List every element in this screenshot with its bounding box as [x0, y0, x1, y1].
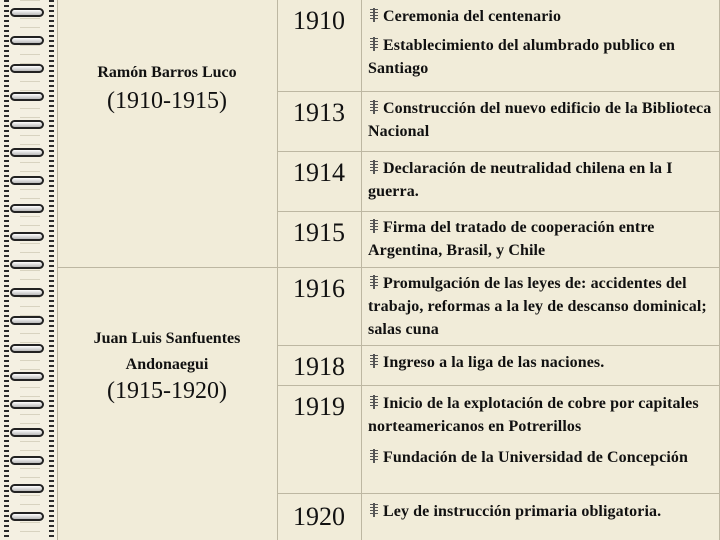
president-period: (1910-1915)	[107, 88, 227, 114]
year-label: 1919	[293, 392, 345, 421]
binding-ring	[10, 456, 44, 465]
binding-ring	[10, 148, 44, 157]
event-item: Ceremonia del centenario	[368, 5, 718, 28]
president-name: Ramón Barros Luco	[97, 64, 237, 81]
binding-ring	[10, 288, 44, 297]
event-item: Firma del tratado de cooperación entre Argentina, Brasil, y Chile	[368, 219, 655, 259]
president-name: Juan Luis Sanfuentes	[93, 330, 241, 347]
bullet-icon	[368, 8, 380, 22]
event-item: Establecimiento del alumbrado publico en Santiago	[368, 37, 676, 77]
bullet-icon	[368, 395, 380, 409]
binding-rail-left	[4, 0, 9, 540]
event-item: Inicio de la explotación de cobre por capitales norteamericanos en Potrerillos	[368, 395, 699, 435]
year-label: 1918	[293, 352, 345, 381]
president-1	[57, 64, 277, 115]
binding-ring	[10, 120, 44, 129]
event-item: Fundación de la Universidad de Concepción	[368, 446, 718, 469]
event-item: Ley de instrucción primaria obligatoria.	[368, 500, 718, 523]
president-name-continued: Andonaegui	[125, 356, 209, 373]
event-item: Ingreso a la liga de las naciones.	[368, 351, 718, 374]
binding-ring	[10, 316, 44, 325]
year-label: 1914	[293, 158, 345, 187]
event-item: Promulgación de las leyes de: accidentes del trabajo, reformas a la ley de descanso dominical; salas cuna	[368, 275, 707, 338]
year-label: 1915	[293, 218, 345, 247]
binding-ring	[10, 372, 44, 381]
binding-ring	[10, 484, 44, 493]
bullet-icon	[368, 37, 380, 51]
year-label: 1910	[293, 6, 345, 35]
binding-ring	[10, 176, 44, 185]
bullet-icon	[368, 503, 380, 517]
binding-ring	[10, 400, 44, 409]
bullet-icon	[368, 160, 380, 174]
president-2	[57, 330, 277, 405]
binding-ring	[10, 8, 44, 17]
binding-ring	[10, 260, 44, 269]
binding-ring	[10, 512, 44, 521]
binding-ring	[10, 232, 44, 241]
president-period: (1915-1920)	[107, 378, 227, 404]
bullet-icon	[368, 449, 380, 463]
bullet-icon	[368, 100, 380, 114]
bullet-icon	[368, 275, 380, 289]
year-label: 1920	[293, 502, 345, 531]
binding-ring	[10, 92, 44, 101]
binding-ring	[10, 36, 44, 45]
binding-ring	[10, 64, 44, 73]
binding-rail-right	[49, 0, 54, 540]
event-item: Construcción del nuevo edificio de la Biblioteca Nacional	[368, 100, 712, 140]
year-label: 1913	[293, 98, 345, 127]
binding-ring	[10, 428, 44, 437]
binding-ring	[10, 204, 44, 213]
binding-ring	[10, 344, 44, 353]
binding-strip	[0, 0, 58, 540]
bullet-icon	[368, 354, 380, 368]
year-label: 1916	[293, 274, 345, 303]
event-item: Declaración de neutralidad chilena en la I guerra.	[368, 160, 673, 200]
president-cell-1	[58, 0, 278, 268]
bullet-icon	[368, 219, 380, 233]
